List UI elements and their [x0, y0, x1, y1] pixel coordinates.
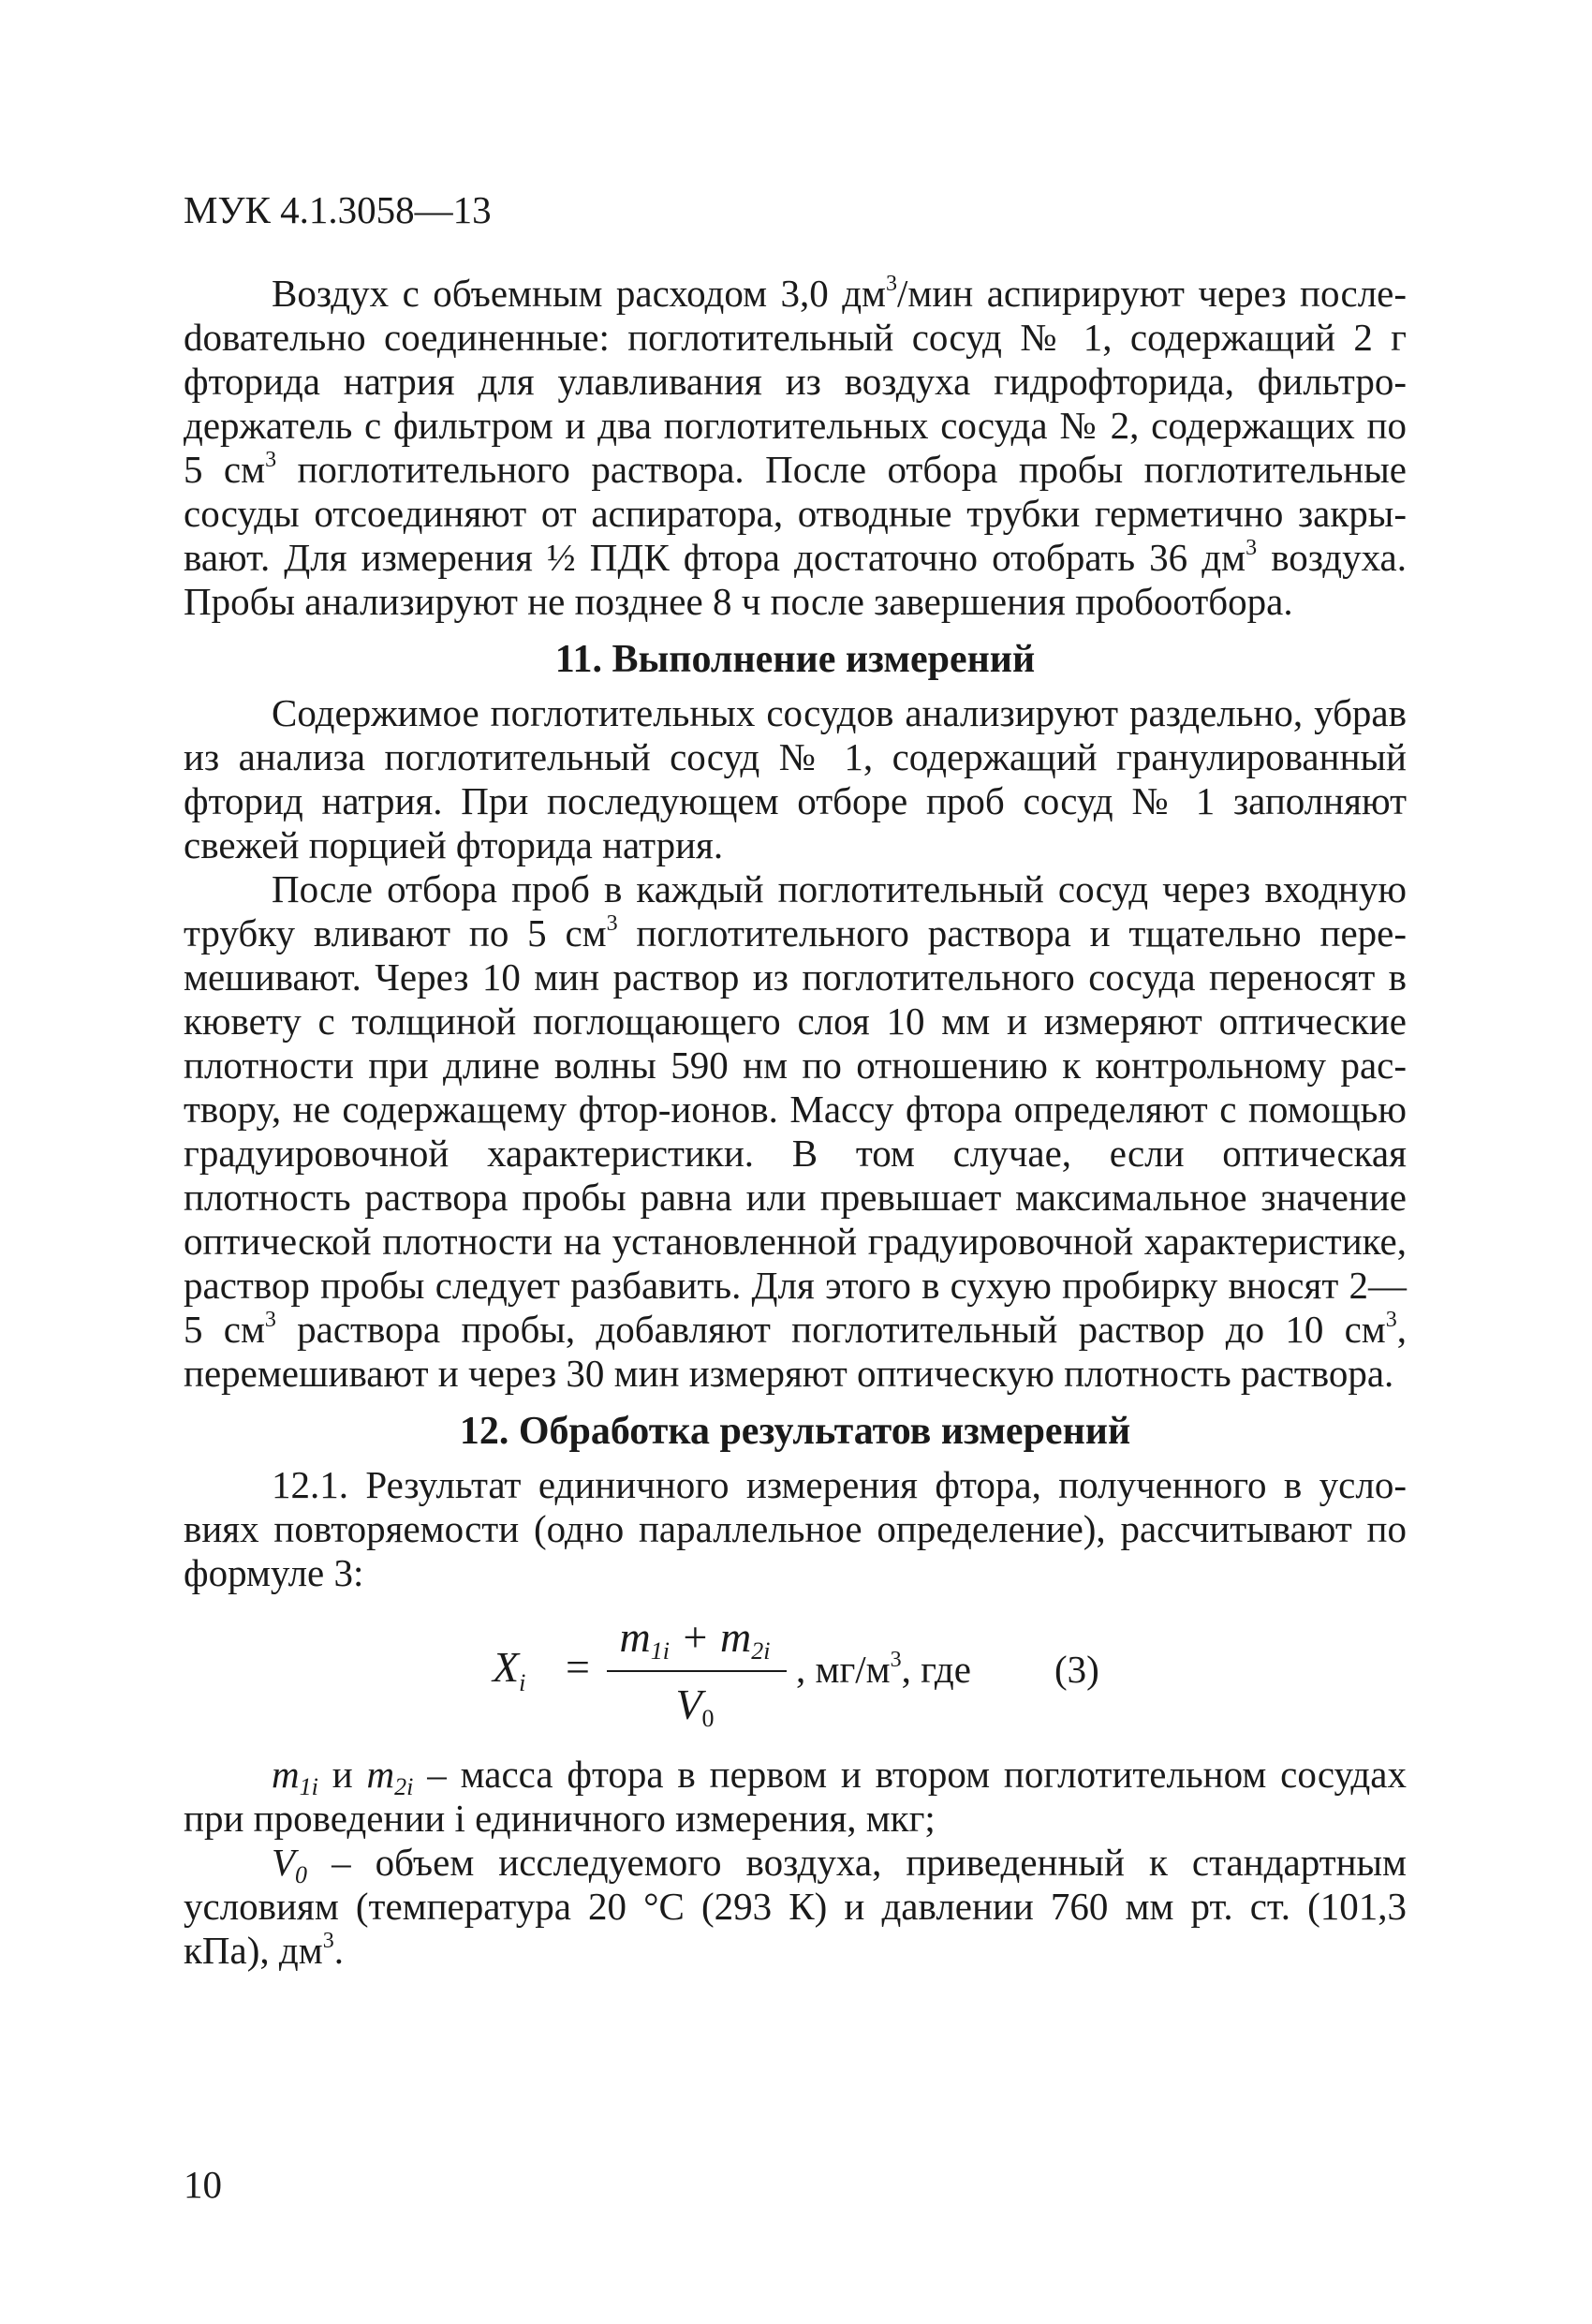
definition-v0: [184, 1841, 1407, 1973]
def-m-text: – масса фтора в первом и втором поглотительном сосудах при проведении i единичного измерения, мкг;: [184, 1753, 1407, 1840]
def-m1-var: m: [272, 1753, 300, 1796]
formula-num-sub1: 1i: [650, 1637, 670, 1665]
intro-text-4: воздуха. Пробы анализируют не позднее 8 ч после завершения пробоотбора.: [184, 536, 1407, 623]
formula-unit-sup: 3: [890, 1648, 902, 1672]
s11-sup-b: 3: [264, 1308, 276, 1332]
page-number: 10: [184, 2163, 222, 2206]
document-code: МУК 4.1.3058—13: [184, 188, 492, 231]
formula-den-sub: 0: [701, 1705, 715, 1732]
formula-fraction: [603, 1601, 787, 1741]
def-v-text: – объем исследуемого воздуха, приведенный к стандартным условиям (температура 20 °С (293 К) и давлении 760 мм рт. ст. (101,3 кПа), дм: [184, 1841, 1407, 1972]
formula-fraction-bar: [607, 1670, 787, 1672]
formula-num-m1: m: [619, 1613, 651, 1661]
section-11-heading: 11. Выполнение измерений: [554, 638, 1036, 681]
s11-sup-c: 3: [1385, 1308, 1397, 1332]
s11-text-a: После отбора проб в каждый поглотительный сосуд через входную трубку вливают по 5 см: [184, 867, 1407, 955]
formula-unit-a: , мг/м: [796, 1648, 891, 1691]
intro-text-3: поглотительного раствора. После отбора пробы поглотительные сосуды отсоединяют от аспиратора, отводные трубки герметично закрывают. Для измерения ½ ПДК фтора достаточно отобрать 36 дм: [184, 448, 1407, 579]
intro-sup-3: 3: [1246, 536, 1258, 560]
def-v-sup: 3: [322, 1929, 334, 1953]
formula-3: [493, 1601, 1017, 1741]
formula-lhs-sub: i: [519, 1669, 526, 1696]
def-v-var: V: [272, 1841, 296, 1884]
intro-sup-1: 3: [886, 272, 898, 296]
section-11-paragraph-2: [184, 867, 1407, 1396]
formula-3-row: [184, 1601, 1407, 1741]
section-12-paragraph-1: 12.1. Результат единичного измерения фтора, полученного в условиях повторяемости (одно параллельное определение), рассчитывают по формуле 3:: [184, 1463, 1407, 1594]
formula-den-var: V: [675, 1680, 702, 1728]
formula-equals: =: [566, 1643, 590, 1691]
intro-sup-2: 3: [265, 448, 277, 472]
formula-denominator: [603, 1680, 787, 1732]
s11-text-b: поглотительного раствора и тщательно перемешивают. Через 10 мин раствор из поглотительного сосуда переносят в кювету с толщиной поглощающего слоя 10 мм и измеряют оптические плотности при длине волны 590 нм по отношению к контрольному раствору, не содержащему фтор-ионов. Массу фтора определяют с помощью градуировочной характеристики. В том случае, если оптическая плотность раствора пробы равна или превышает максимальное значение оптической плотности на установленной градуировочной характеристике, раствор пробы следует разбавить. Для этого в сухую пробирку вносят 2—5 см: [184, 911, 1407, 1351]
formula-number: (3): [1054, 1648, 1099, 1691]
definition-m: [184, 1753, 1407, 1841]
formula-lhs: [493, 1643, 526, 1696]
formula-unit: [796, 1648, 971, 1692]
def-and: и: [317, 1753, 367, 1796]
s11-sup-a: 3: [606, 911, 618, 936]
section-11-paragraph-1: Содержимое поглотительных сосудов анализируют раздельно, убрав из анализа поглотительный сосуд № 1, содержащий гранулированный фторид натрия. При последующем отборе проб сосуд № 1 заполняют свежей порцией фторида натрия.: [184, 691, 1407, 866]
def-m1-sub: 1i: [299, 1773, 318, 1800]
formula-num-m2: m: [720, 1613, 752, 1661]
intro-text-2: /мин аспирируют через послеdовательно соединенные: поглотительный сосуд № 1, содержащий 2 г фторида натрия для улавливания из воздуха гидрофторида, фильтродержатель с фильтром и два поглотительных сосуда № 2, содержащих по 5 см: [184, 272, 1408, 491]
formula-num-plus: +: [669, 1613, 721, 1661]
document-body: [184, 272, 1407, 1973]
def-m2-var: m: [366, 1753, 395, 1796]
formula-num-sub2: 2i: [751, 1637, 771, 1665]
def-v-end: .: [333, 1929, 344, 1972]
section-12-heading: 12. Обработка результатов измерений: [459, 1410, 1131, 1453]
intro-paragraph: [184, 272, 1407, 624]
formula-numerator: [603, 1613, 787, 1665]
intro-text-1: Воздух с объемным расходом 3,0 дм: [272, 272, 887, 315]
s11-text-c: раствора пробы, добавляют поглотительный раствор до 10 см: [275, 1308, 1386, 1351]
formula-unit-b: , где: [901, 1648, 971, 1691]
s11-text-d: , перемешивают и через 30 мин измеряют оптическую плотность раствора.: [184, 1308, 1407, 1395]
formula-lhs-var: X: [493, 1643, 520, 1691]
def-v-sub: 0: [295, 1861, 308, 1888]
def-m2-sub: 2i: [394, 1773, 414, 1800]
